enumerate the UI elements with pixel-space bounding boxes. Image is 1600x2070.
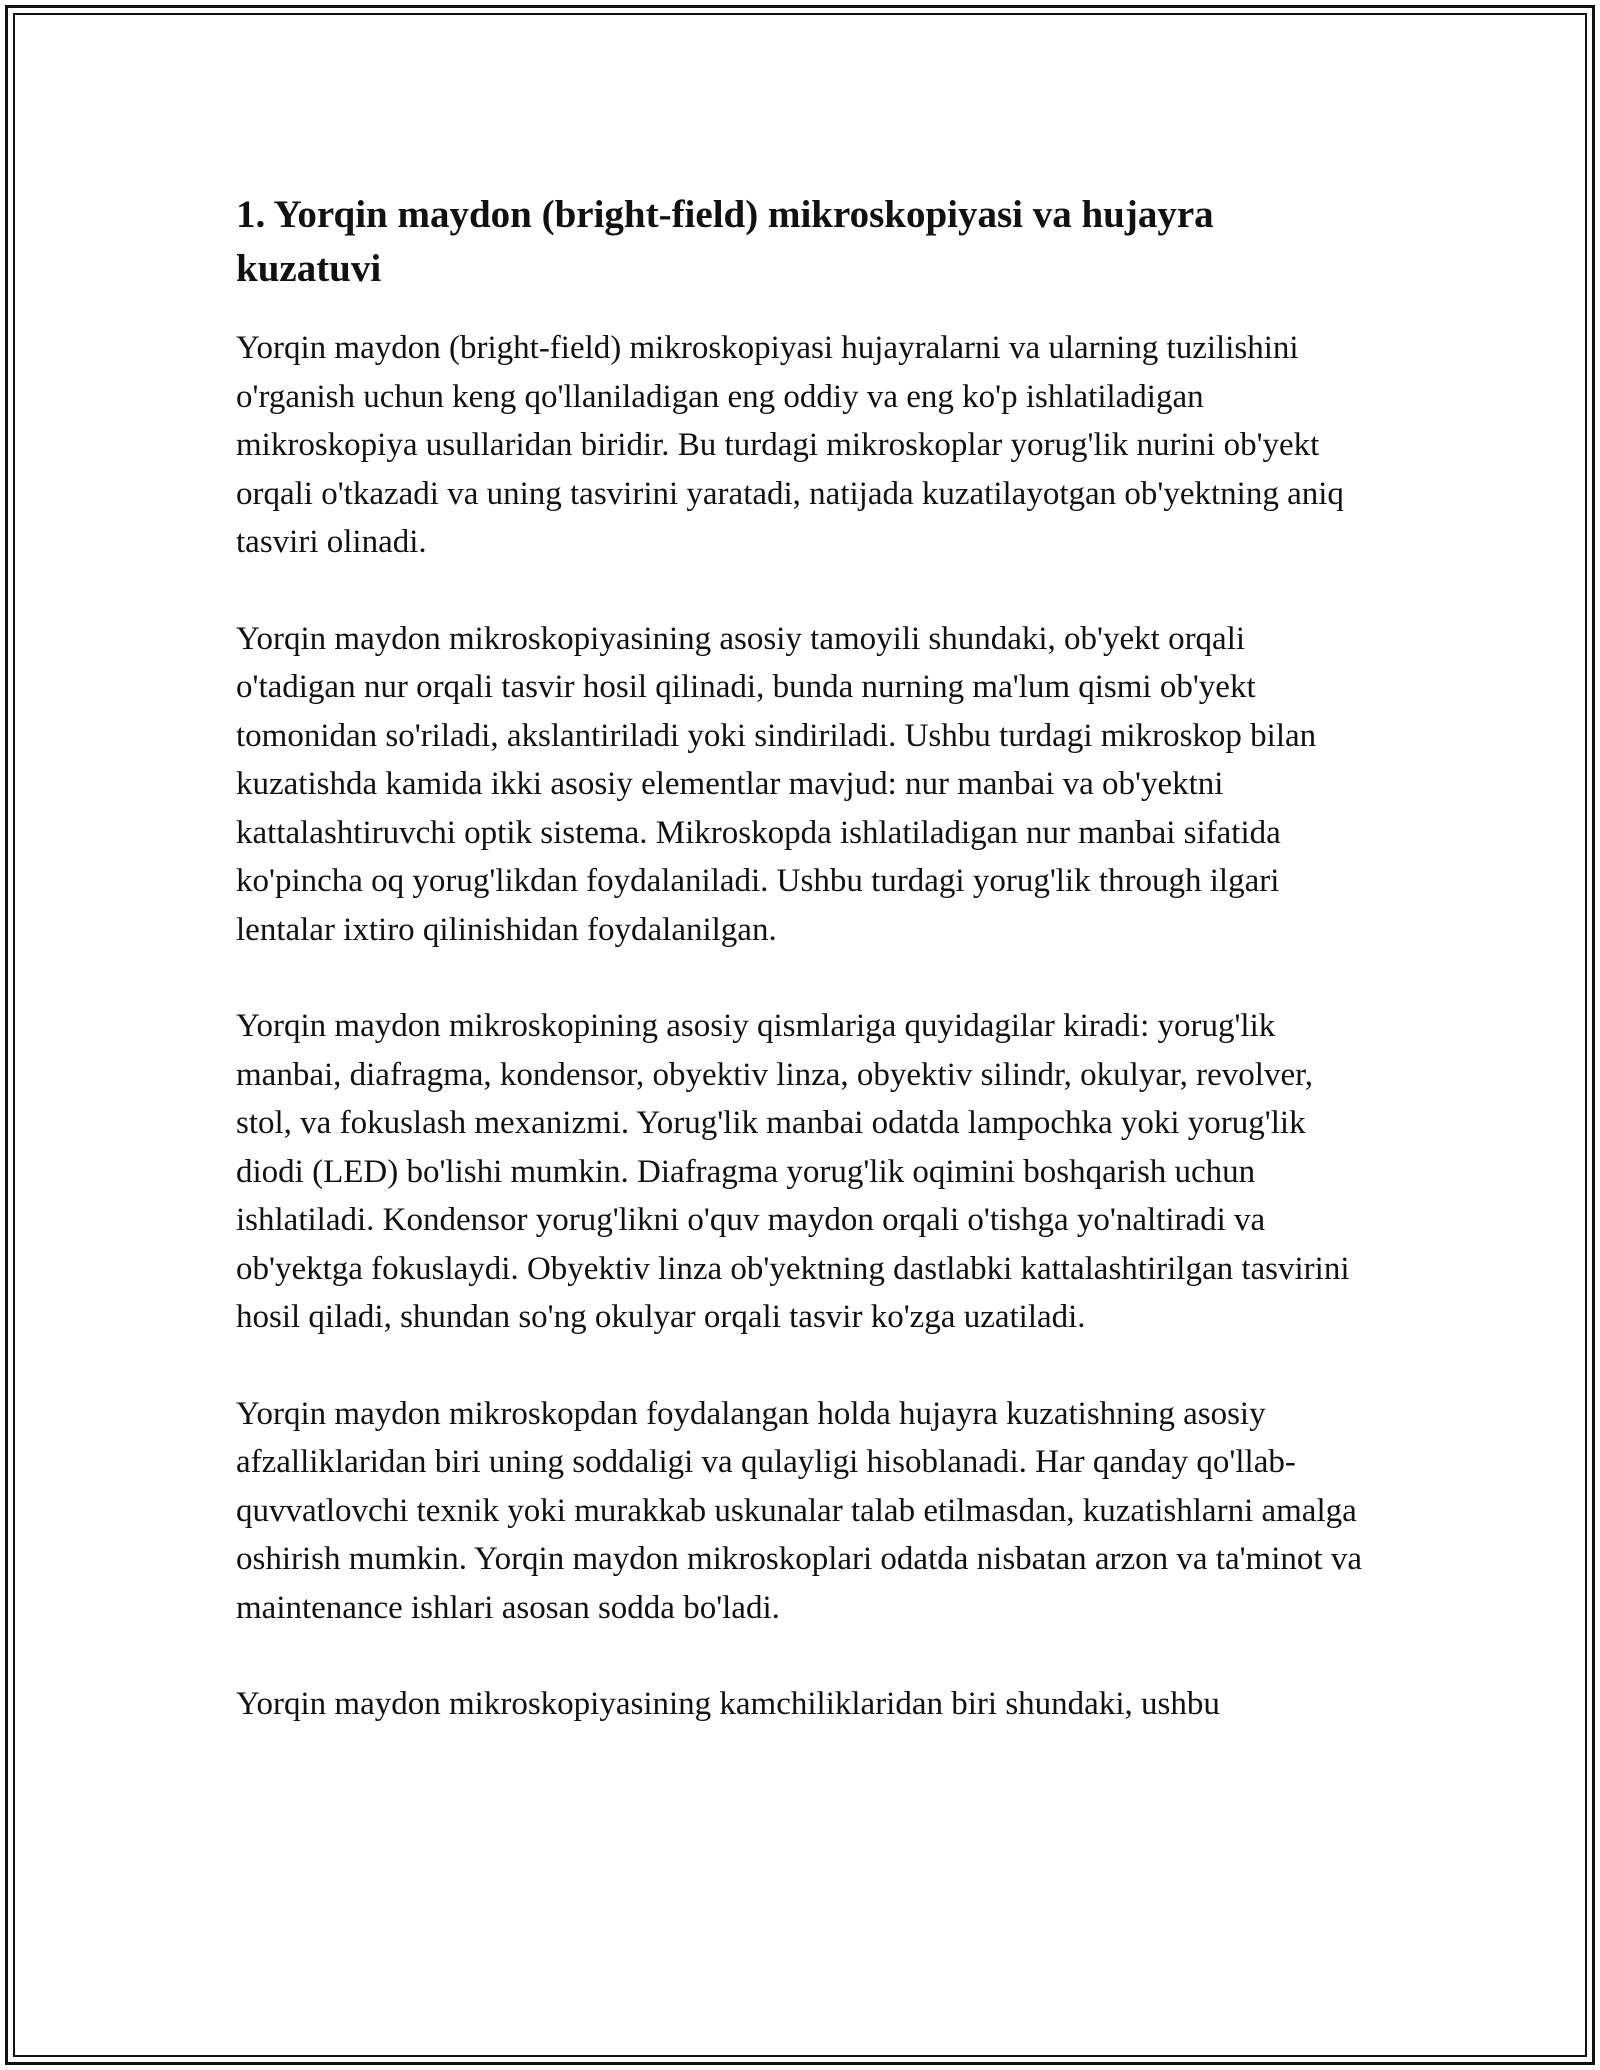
- paragraph-components: Yorqin maydon mikroskopining asosiy qismlariga quyidagilar kiradi: yorug'lik manbai, diafragma, kondensor, obyektiv linza, obyektiv silindr, okulyar, revolver, stol, va fokuslash mexanizmi. Yorug'lik manbai odatda lampochka yoki yorug'lik diodi (LED) bo'lishi mumkin. Diafragma yorug'lik oqimini boshqarish uchun ishlatiladi. Kondensor yorug'likni o'quv maydon orqali o'tishga yo'naltiradi va ob'yektga fokuslaydi. Obyektiv linza ob'yektning dastlabki kattalashtirilgan tasvirini hosil qiladi, shundan so'ng okulyar orqali tasvir ko'zga uzatiladi.: [236, 1008, 1350, 1335]
- paragraph-disadvantages: Yorqin maydon mikroskopiyasining kamchiliklaridan biri shundaki, ushbu: [236, 1686, 1220, 1722]
- section-heading: 1. Yorqin maydon (bright-field) mikroskopiyasi va hujayra kuzatuvi: [236, 193, 1214, 290]
- paragraph-introduction: Yorqin maydon (bright-field) mikroskopiyasi hujayralarni va ularning tuzilishini o'rganish uchun keng qo'llaniladigan eng oddiy va eng ko'p ishlatiladigan mikroskopiya usullaridan biridir. Bu turdagi mikroskoplar yorug'lik nurini ob'yekt orqali o'tkazadi va uning tasvirini yaratadi, natijada kuzatilayotgan ob'yektning aniq tasviri olinadi.: [236, 330, 1344, 560]
- paragraph-advantages: Yorqin maydon mikroskopdan foydalangan holda hujayra kuzatishning asosiy afzalliklaridan biri uning soddaligi va qulayligi hisoblanadi. Har qanday qo'llab-quvvatlovchi texnik yoki murakkab uskunalar talab etilmasdan, kuzatishlarni amalga oshirish mumkin. Yorqin maydon mikroskoplari odatda nisbatan arzon va ta'minot va maintenance ishlari asosan sodda bo'ladi.: [236, 1395, 1362, 1626]
- paragraph-principle: Yorqin maydon mikroskopiyasining asosiy tamoyili shundaki, ob'yekt orqali o'tadigan nur orqali tasvir hosil qilinadi, bunda nurning ma'lum qismi ob'yekt tomonidan so'riladi, akslantiriladi yoki sindiriladi. Ushbu turdagi mikroskop bilan kuzatishda kamida ikki asosiy elementlar mavjud: nur manbai va ob'yektni kattalashtiruvchi optik sistema. Mikroskopda ishlatiladigan nur manbai sifatida ko'pincha oq yorug'likdan foydalaniladi. Ushbu turdagi yorug'lik through ilgari lentalar ixtiro qilinishidan foydalanilgan.: [236, 620, 1317, 948]
- document-body: [236, 188, 1366, 1777]
